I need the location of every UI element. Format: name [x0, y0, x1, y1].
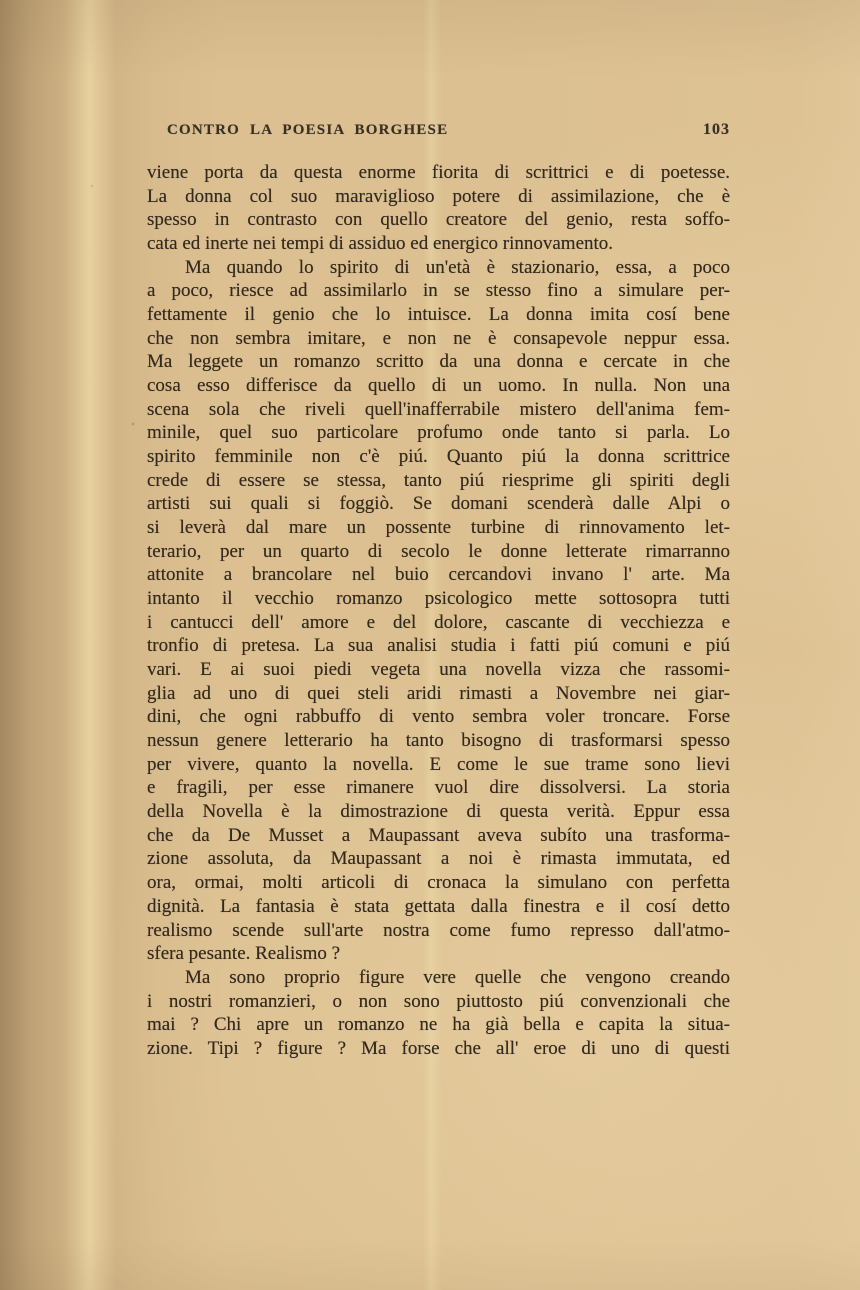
text-line: tronfio di pretesa. La sua analisi studia i fatti piú comuni e piú: [147, 635, 730, 657]
text-line: La donna col suo maraviglioso potere di assimilazione, che è: [147, 185, 730, 207]
text-line: dini, che ogni rabbuffo di vento sembra voler troncare. Forse: [147, 706, 730, 728]
text-line: mai ? Chi apre un romanzo ne ha già bella e capita la situa-: [147, 1014, 730, 1036]
text-line: nessun genere letterario ha tanto bisogno di trasformarsi spesso: [147, 730, 730, 752]
text-line: crede di essere se stessa, tanto piú riesprime gli spiriti degli: [147, 469, 730, 491]
text-line: a poco, riesce ad assimilarlo in se stesso fino a simulare per-: [147, 280, 730, 302]
text-line: dignità. La fantasia è stata gettata dalla finestra e il cosí detto: [147, 895, 730, 917]
text-line: sfera pesante. Realismo ?: [147, 943, 341, 965]
text-line: artisti sui quali si foggiò. Se domani scenderà dalle Alpi o: [147, 493, 730, 515]
text-line: intanto il vecchio romanzo psicologico mette sottosopra tutti: [147, 588, 730, 610]
text-line: zione. Tipi ? figure ? Ma forse che all' eroe di uno di questi: [147, 1037, 730, 1059]
text-line: fettamente il genio che lo intuisce. La donna imita cosí bene: [147, 304, 730, 326]
text-line: scena sola che riveli quell'inafferrabile mistero dell'anima fem-: [147, 398, 730, 420]
text-line: e fragili, per esse rimanere vuol dire dissolversi. La storia: [147, 777, 730, 799]
text-line: Ma sono proprio figure vere quelle che vengono creando: [185, 966, 730, 988]
page-text: [147, 161, 730, 1061]
text-line: viene porta da questa enorme fiorita di scrittrici e di poetesse.: [147, 162, 730, 183]
text-line: vari. E ai suoi piedi vegeta una novella vizza che rassomi-: [147, 659, 730, 681]
text-line: zione assoluta, da Maupassant a noi è rimasta immutata, ed: [147, 848, 730, 870]
page-header-title: CONTRO LA POESIA BORGHESE: [167, 122, 449, 138]
text-line: spirito femminile non c'è piú. Quanto piú la donna scrittrice: [147, 446, 730, 468]
text-line: i cantucci dell' amore e del dolore, cascante di vecchiezza e: [147, 611, 730, 633]
text-line: cosa esso differisce da quello di un uomo. In nulla. Non una: [147, 375, 730, 397]
text-line: cata ed inerte nei tempi di assiduo ed energico rinnovamento.: [147, 233, 614, 255]
text-line: spesso in contrasto con quello creatore del genio, resta soffo-: [147, 209, 730, 231]
text-line: minile, quel suo particolare profumo onde tanto si parla. Lo: [147, 422, 730, 444]
text-line: ora, ormai, molti articoli di cronaca la simulano con perfetta: [147, 872, 730, 894]
text-line: Ma leggete un romanzo scritto da una donna e cercate in che: [147, 351, 730, 373]
text-line: per vivere, quanto la novella. E come le sue trame sono lievi: [147, 753, 730, 775]
text-line: che non sembra imitare, e non ne è consapevole neppur essa.: [147, 327, 730, 349]
text-line: che da De Musset a Maupassant aveva subíto una trasforma-: [147, 824, 730, 846]
running-header: [147, 121, 730, 139]
text-line: terario, per un quarto di secolo le donne letterate rimarranno: [147, 540, 730, 562]
text-line: Ma quando lo spirito di un'età è stazionario, essa, a poco: [185, 256, 730, 278]
text-line: glia ad uno di quei steli aridi rimasti a Novembre nei giar-: [147, 682, 730, 704]
text-line: della Novella è la dimostrazione di questa verità. Eppur essa: [147, 801, 730, 823]
text-line: i nostri romanzieri, o non sono piuttosto piú convenzionali che: [147, 990, 730, 1012]
page-number: 103: [703, 121, 730, 138]
text-line: realismo scende sull'arte nostra come fumo represso dall'atmo-: [147, 919, 730, 941]
text-line: si leverà dal mare un possente turbine di rinnovamento let-: [147, 517, 730, 539]
text-line: attonite a brancolare nel buio cercandovi invano l' arte. Ma: [147, 564, 730, 586]
